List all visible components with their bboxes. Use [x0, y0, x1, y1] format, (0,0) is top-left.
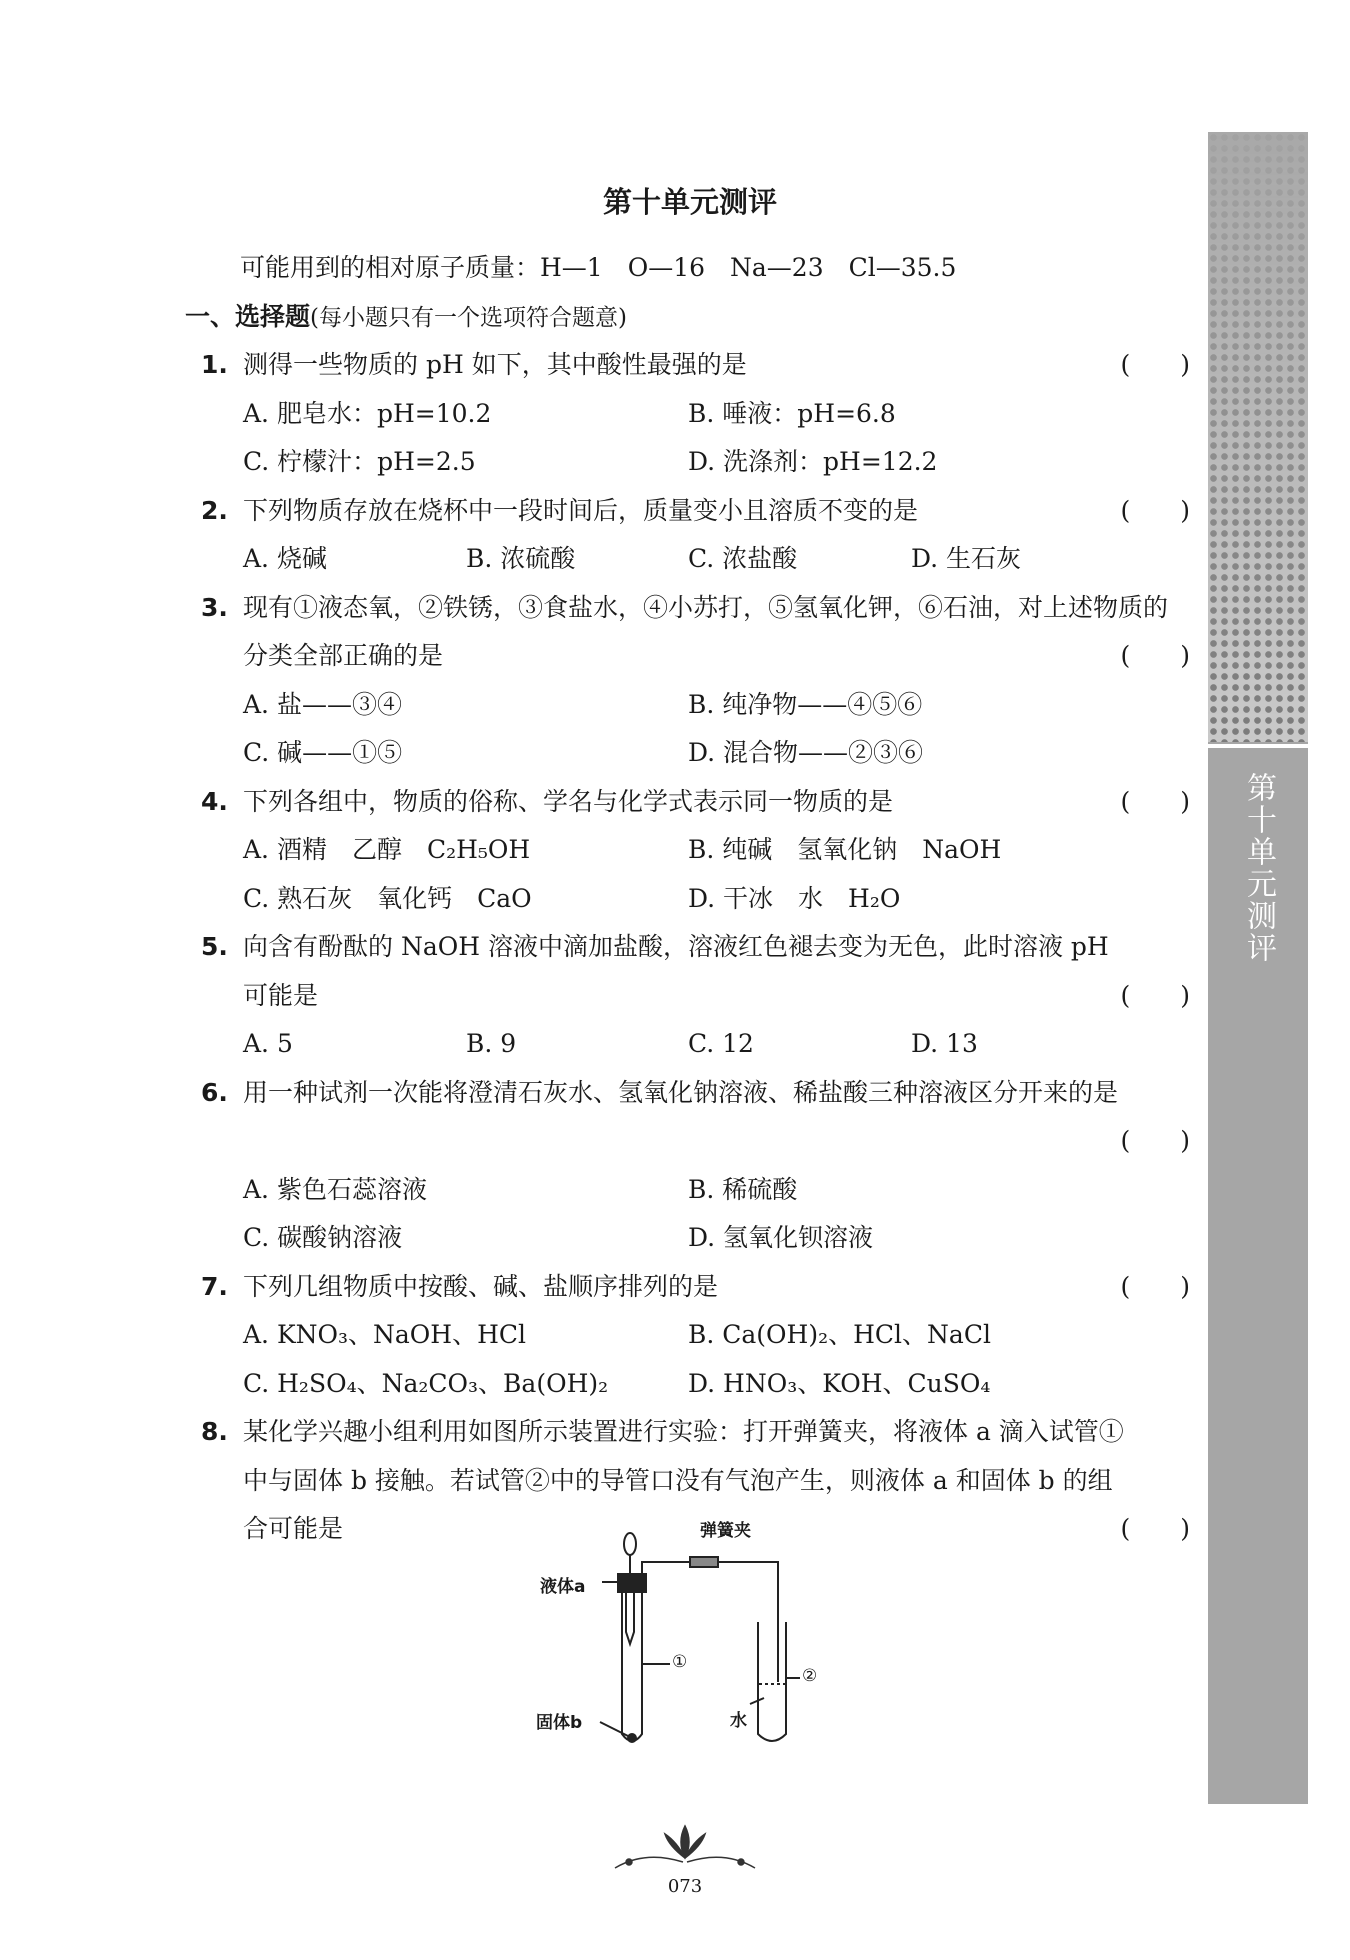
- option-d[interactable]: D. 氢氧化钡溶液: [688, 1223, 874, 1252]
- footer-ornament-icon: [605, 1820, 765, 1880]
- question-text: 下列几组物质中按酸、碱、盐顺序排列的是: [243, 1271, 719, 1301]
- question-text: 合可能是: [243, 1514, 344, 1543]
- answer-blank[interactable]: ( ): [1120, 980, 1190, 1010]
- question-text: 可能是: [243, 980, 319, 1010]
- question-8-continued: [185, 1457, 1190, 1506]
- question-6-blank-row: [185, 1117, 1190, 1166]
- apparatus-drawing: [540, 1512, 840, 1752]
- label-water: 水: [730, 1711, 747, 1731]
- question-text: 现有①液态氧，②铁锈，③食盐水，④小苏打，⑤氢氧化钾，⑥石油，对上述物质的: [243, 592, 1169, 622]
- answer-blank[interactable]: ( ): [1120, 786, 1190, 816]
- page-title: 第十单元测评: [602, 185, 777, 219]
- options-row: [185, 826, 1190, 875]
- option-d[interactable]: D. HNO₃、KOH、CuSO₄: [688, 1368, 991, 1398]
- question-2: [185, 487, 1190, 536]
- options-row: [185, 1311, 1190, 1360]
- question-number: 8.: [201, 1417, 228, 1446]
- option-a[interactable]: A. 烧碱: [243, 544, 327, 573]
- option-c[interactable]: C. 12: [688, 1029, 754, 1058]
- question-text: 某化学兴趣小组利用如图所示装置进行实验：打开弹簧夹，将液体 a 滴入试管①: [243, 1417, 1124, 1446]
- options-row: [185, 390, 1190, 439]
- question-list: [185, 244, 1190, 1554]
- options-row: [185, 1360, 1190, 1409]
- label-liquid-a: 液体a: [540, 1577, 586, 1597]
- answer-blank[interactable]: ( ): [1120, 1271, 1190, 1301]
- question-number: 4.: [201, 786, 228, 816]
- atomic-mass-note: 可能用到的相对原子质量：H—1 O—16 Na—23 Cl—35.5: [240, 253, 957, 282]
- option-c[interactable]: C. 浓盐酸: [688, 544, 798, 573]
- side-tab-divider: [1208, 744, 1308, 748]
- option-c[interactable]: C. 熟石灰 氧化钙 CaO: [243, 883, 532, 913]
- options-row: [185, 681, 1190, 730]
- options-row: [185, 875, 1190, 924]
- question-1: [185, 341, 1190, 390]
- question-6: [185, 1069, 1190, 1118]
- label-solid-b: 固体b: [536, 1713, 583, 1733]
- option-b[interactable]: B. Ca(OH)₂、HCl、NaCl: [688, 1320, 991, 1349]
- option-a[interactable]: A. 肥皂水：pH=10.2: [243, 398, 492, 428]
- test-tube-2: [758, 1622, 786, 1741]
- option-a[interactable]: A. 盐——③④: [243, 689, 402, 719]
- option-d[interactable]: D. 混合物——②③⑥: [688, 738, 924, 767]
- option-a[interactable]: A. 紫色石蕊溶液: [243, 1174, 427, 1204]
- option-a[interactable]: A. KNO₃、NaOH、HCl: [243, 1320, 527, 1349]
- side-tab-pattern: [1208, 132, 1308, 742]
- options-row: [185, 535, 1190, 584]
- question-text: 下列物质存放在烧杯中一段时间后，质量变小且溶质不变的是: [243, 495, 919, 525]
- side-tab: [1208, 132, 1308, 1804]
- question-number: 3.: [201, 592, 228, 622]
- question-3-continued: [185, 632, 1190, 681]
- answer-blank[interactable]: ( ): [1120, 350, 1190, 379]
- option-d[interactable]: D. 生石灰: [911, 544, 1022, 573]
- question-text: 用一种试剂一次能将澄清石灰水、氢氧化钠溶液、稀盐酸三种溶液区分开来的是: [243, 1077, 1119, 1107]
- question-7: [185, 1263, 1190, 1312]
- option-a[interactable]: A. 酒精 乙醇 C₂H₅OH: [243, 835, 531, 864]
- label-spring-clip: 弹簧夹: [700, 1521, 751, 1541]
- question-number: 6.: [201, 1077, 228, 1107]
- question-number: 7.: [201, 1271, 228, 1301]
- question-text: 向含有酚酞的 NaOH 溶液中滴加盐酸，溶液红色褪去变为无色，此时溶液 pH: [243, 932, 1109, 961]
- option-b[interactable]: B. 唾液：pH=6.8: [688, 398, 896, 428]
- option-c[interactable]: C. 碱——①⑤: [243, 738, 403, 767]
- option-c[interactable]: C. 碳酸钠溶液: [243, 1223, 403, 1252]
- option-b[interactable]: B. 浓硫酸: [466, 544, 576, 573]
- option-d[interactable]: D. 洗涤剂：pH=12.2: [688, 447, 938, 476]
- question-3: [185, 584, 1190, 633]
- dropper-tube: [626, 1592, 634, 1644]
- option-b[interactable]: B. 纯净物——④⑤⑥: [688, 689, 923, 719]
- option-b[interactable]: B. 9: [466, 1029, 517, 1058]
- answer-blank[interactable]: ( ): [1120, 641, 1190, 670]
- question-4: [185, 778, 1190, 827]
- section-note: (每小题只有一个选项符合题意): [310, 304, 627, 331]
- question-number: 2.: [201, 495, 228, 525]
- question-5-continued: [185, 972, 1190, 1021]
- question-text: 下列各组中，物质的俗称、学名与化学式表示同一物质的是: [243, 786, 894, 816]
- question-5: [185, 923, 1190, 972]
- question-text: 分类全部正确的是: [243, 641, 444, 670]
- options-row: [185, 1214, 1190, 1263]
- question-text: 测得一些物质的 pH 如下，其中酸性最强的是: [243, 350, 747, 379]
- spring-clip: [690, 1557, 718, 1567]
- options-row: [185, 438, 1190, 487]
- option-d[interactable]: D. 干冰 水 H₂O: [688, 883, 901, 913]
- answer-blank[interactable]: ( ): [1120, 1514, 1190, 1543]
- option-c[interactable]: C. H₂SO₄、Na₂CO₃、Ba(OH)₂: [243, 1368, 609, 1398]
- answer-blank[interactable]: ( ): [1120, 1126, 1190, 1155]
- question-8: [185, 1408, 1190, 1457]
- section-heading: [185, 293, 1190, 342]
- question-text: 中与固体 b 接触。若试管②中的导管口没有气泡产生，则液体 a 和固体 b 的组: [243, 1465, 1113, 1495]
- option-b[interactable]: B. 稀硫酸: [688, 1174, 798, 1204]
- option-c[interactable]: C. 柠檬汁：pH=2.5: [243, 447, 476, 476]
- apparatus-figure: [536, 1512, 840, 1752]
- options-row: [185, 729, 1190, 778]
- label-tube-1: ①: [672, 1652, 688, 1672]
- question-number: 1.: [201, 350, 228, 379]
- option-d[interactable]: D. 13: [911, 1029, 978, 1058]
- solid-b: [628, 1734, 636, 1742]
- option-a[interactable]: A. 5: [243, 1029, 293, 1058]
- page-number: 073: [667, 1876, 703, 1897]
- options-row: [185, 1166, 1190, 1215]
- label-tube-2: ②: [802, 1666, 818, 1686]
- side-tab-label: 第十单元测评: [1241, 772, 1276, 964]
- option-b[interactable]: B. 纯碱 氢氧化钠 NaOH: [688, 835, 1002, 864]
- options-row: [185, 1020, 1190, 1069]
- answer-blank[interactable]: ( ): [1120, 495, 1190, 525]
- section-title: 一、选择题: [185, 301, 311, 331]
- dropper-bulb: [624, 1533, 636, 1555]
- question-number: 5.: [201, 932, 228, 961]
